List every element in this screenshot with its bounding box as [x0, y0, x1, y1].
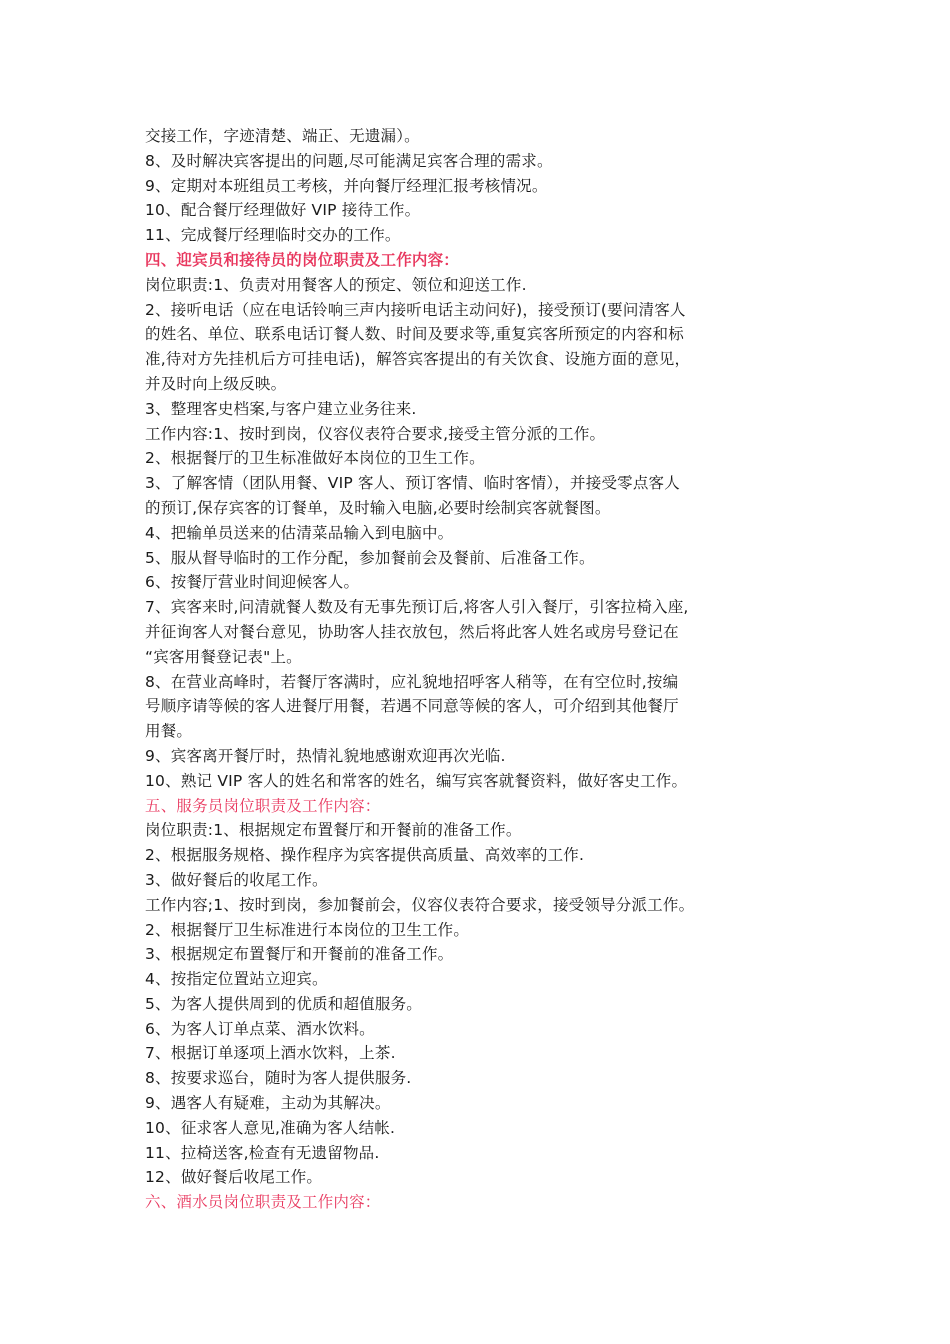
- text-line: 准,待对方先挂机后方可挂电话)，解答宾客提出的有关饮食、设施方面的意见，: [145, 350, 691, 369]
- text-line: 并及时向上级反映。: [145, 374, 287, 393]
- text-line: 2、根据餐厅卫生标准进行本岗位的卫生工作。: [145, 920, 470, 939]
- document-page: [145, 124, 810, 1215]
- text-line: 7、宾客来时,问清就餐人数及有无事先预订后,将客人引入餐厅，引客拉椅入座,: [145, 598, 689, 617]
- text-line: 8、按要求巡台，随时为客人提供服务.: [145, 1069, 412, 1088]
- section-heading: 四、迎宾员和接待员的岗位职责及工作内容：: [145, 250, 460, 269]
- text-line: 岗位职责:1、负责对用餐客人的预定、领位和迎送工作.: [145, 275, 527, 294]
- text-line: 9、定期对本班组员工考核，并向餐厅经理汇报考核情况。: [145, 176, 548, 195]
- text-line: 岗位职责:1、根据规定布置餐厅和开餐前的准备工作。: [145, 821, 522, 840]
- text-line: 9、遇客人有疑难，主动为其解决。: [145, 1094, 391, 1113]
- text-line: 号顺序请等候的客人进餐厅用餐，若遇不同意等候的客人，可介绍到其他餐厅: [145, 697, 679, 716]
- text-line: 并征询客人对餐台意见，协助客人挂衣放包，然后将此客人姓名或房号登记在: [145, 622, 679, 641]
- text-line: 10、配合餐厅经理做好 VIP 接待工作。: [145, 201, 421, 220]
- text-line: “宾客用餐登记表"上。: [145, 647, 302, 666]
- text-line: 10、征求客人意见,准确为客人结帐.: [145, 1118, 396, 1137]
- text-line: 4、按指定位置站立迎宾。: [145, 970, 328, 989]
- text-line: 8、及时解决宾客提出的问题,尽可能满足宾客合理的需求。: [145, 151, 553, 170]
- text-line: 的姓名、单位、联系电话订餐人数、时间及要求等,重复宾客所预定的内容和标: [145, 325, 684, 344]
- text-line: 2、根据服务规格、操作程序为宾客提供高质量、高效率的工作.: [145, 846, 585, 865]
- text-line: 6、按餐厅营业时间迎候客人。: [145, 573, 360, 592]
- text-line: 2、根据餐厅的卫生标准做好本岗位的卫生工作。: [145, 449, 485, 468]
- text-line: 3、做好餐后的收尾工作。: [145, 870, 328, 889]
- text-line: 3、整理客史档案,与客户建立业务往来.: [145, 399, 417, 418]
- text-line: 12、做好餐后收尾工作。: [145, 1168, 323, 1187]
- text-line: 5、为客人提供周到的优质和超值服务。: [145, 994, 422, 1013]
- text-line: 6、为客人订单点菜、酒水饮料。: [145, 1019, 375, 1038]
- text-line: 10、熟记 VIP 客人的姓名和常客的姓名，编写宾客就餐资料，做好客史工作。: [145, 771, 688, 790]
- text-line: 9、宾客离开餐厅时，热情礼貌地感谢欢迎再次光临.: [145, 746, 506, 765]
- text-line: 交接工作，字迹清楚、端正、无遗漏）。: [145, 127, 420, 145]
- text-line: 7、根据订单逐项上酒水饮料，上茶.: [145, 1044, 396, 1063]
- text-line: 工作内容;1、按时到岗，参加餐前会，仪容仪表符合要求，接受领导分派工作。: [145, 895, 695, 914]
- text-line: 3、根据规定布置餐厅和开餐前的准备工作。: [145, 945, 454, 964]
- text-line: 11、完成餐厅经理临时交办的工作。: [145, 226, 401, 245]
- text-line: 8、在营业高峰时，若餐厅客满时，应礼貌地招呼客人稍等，在有空位时,按编: [145, 672, 679, 691]
- text-line: 用餐。: [145, 722, 193, 741]
- text-line: 工作内容:1、按时到岗，仪容仪表符合要求,接受主管分派的工作。: [145, 424, 606, 443]
- section-heading: 五、服务员岗位职责及工作内容：: [145, 796, 381, 815]
- text-line: 11、拉椅送客,检查有无遗留物品.: [145, 1143, 380, 1162]
- section-heading: 六、酒水员岗位职责及工作内容：: [145, 1193, 381, 1212]
- text-line: 5、服从督导临时的工作分配，参加餐前会及餐前、后准备工作。: [145, 548, 595, 567]
- text-line: 4、把输单员送来的估清菜品输入到电脑中。: [145, 523, 454, 542]
- text-line: 2、接听电话（应在电话铃响三声内接听电话主动问好)，接受预订(要问清客人: [145, 300, 686, 319]
- text-line: 3、了解客情（团队用餐、VIP 客人、预订客情、临时客情），并接受零点客人: [145, 474, 680, 493]
- text-line: 的预订,保存宾客的订餐单，及时输入电脑,必要时绘制宾客就餐图。: [145, 498, 611, 517]
